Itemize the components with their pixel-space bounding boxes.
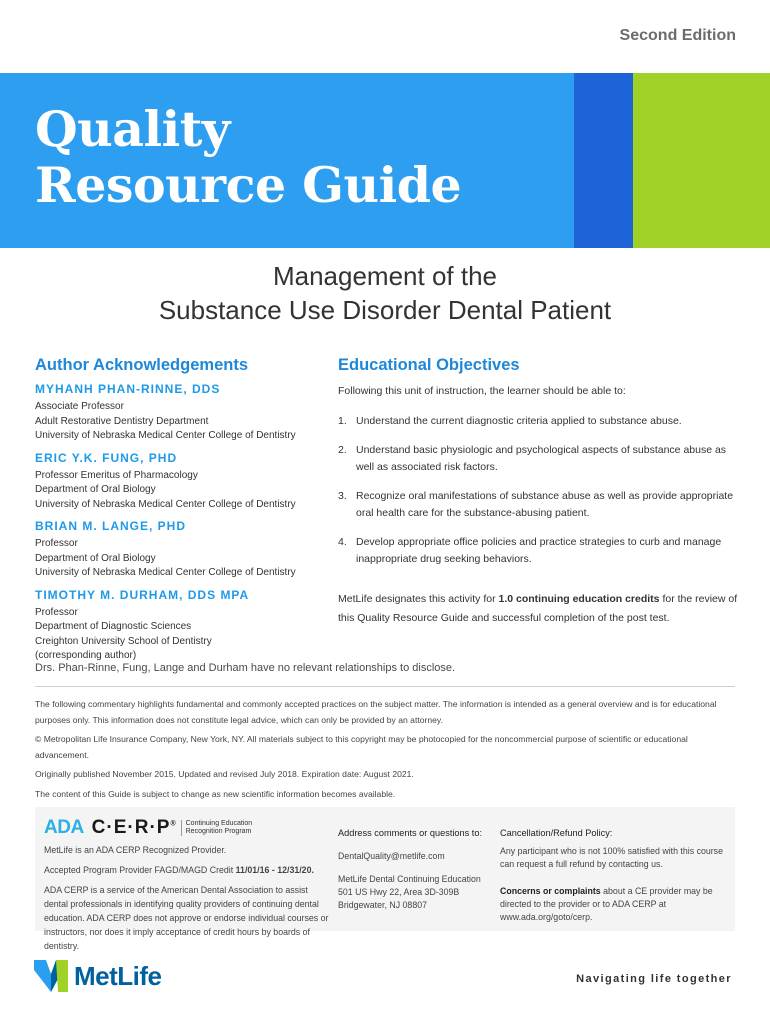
objectives-heading: Educational Objectives xyxy=(338,356,520,374)
objectives-intro: Following this unit of instruction, the learner should be able to: xyxy=(338,385,626,397)
change-notice: The content of this Guide is subject to change as new scientific information becomes available. xyxy=(35,788,396,799)
complaints-after: about a CE provider may be directed to the provider or to ADA CERP at www.ada.org/goto/cerp. xyxy=(500,886,713,922)
contact-heading: Address comments or questions to: xyxy=(338,828,483,838)
subtitle-line1: Management of the xyxy=(272,261,498,291)
banner-dark-blue-block xyxy=(574,73,633,248)
cerp-tag-line2: Recognition Program xyxy=(185,828,252,835)
banner-green-block xyxy=(633,73,770,248)
metlife-m-icon xyxy=(34,960,68,992)
ada-provider-note: MetLife is an ADA CERP Recognized Provider. xyxy=(44,845,227,855)
publication-dates: Originally published November 2015. Updated and revised July 2018. Expiration date: August 2021. xyxy=(35,769,414,779)
address-line: 501 US Hwy 22, Area 3D-309B xyxy=(338,887,460,897)
guide-title xyxy=(35,101,461,213)
author-line: Department of Oral Biology xyxy=(35,484,156,495)
objective-text: Understand the current diagnostic criteria applied to substance abuse. xyxy=(356,415,682,427)
disclaimer-paragraph: The following commentary highlights fundamental and commonly accepted practices on the subject matter. The information is intended as a general overview and is for educational purposes only. This information does not constitute legal advice, which can only be provided by an attorney. xyxy=(35,699,717,725)
author-acknowledgements xyxy=(35,356,335,671)
objective-number: 2. xyxy=(338,444,347,456)
cerp-letters: C·E·R·P xyxy=(91,817,171,838)
disclaimer-block xyxy=(35,697,725,806)
author-line: Department of Oral Biology xyxy=(35,552,156,564)
author-line: Professor xyxy=(35,606,78,618)
contact-info xyxy=(338,827,488,912)
author-name: BRIAN M. LANGE, PHD xyxy=(35,519,186,533)
address-line: MetLife Dental Continuing Education xyxy=(338,874,481,884)
objective-text: Understand basic physiologic and psychological aspects of substance abuse as well as associated risk factors. xyxy=(356,444,727,473)
ada-cerp-info xyxy=(44,843,329,959)
author-line: Department of Diagnostic Sciences xyxy=(35,621,192,632)
divider xyxy=(35,686,735,687)
ce-text-after: for the review of this Quality Resource Guide and successful completion of the post test. xyxy=(338,593,738,624)
author-affiliation xyxy=(35,469,335,513)
ada-logo-text: ADA xyxy=(44,817,84,838)
author-line: Associate Professor xyxy=(35,401,124,412)
author-line: Creighton University School of Dentistry xyxy=(35,635,212,647)
educational-objectives xyxy=(338,356,738,628)
edition-label: Second Edition xyxy=(619,27,736,44)
refund-policy xyxy=(500,827,725,938)
author-name: ERIC Y.K. FUNG, PHD xyxy=(35,450,178,465)
author-entry xyxy=(35,382,335,444)
objective-item xyxy=(338,413,738,430)
complaints-bold: Concerns or complaints xyxy=(500,886,601,896)
objective-number: 3. xyxy=(338,490,347,502)
objective-number: 4. xyxy=(338,536,347,548)
footer-tagline: Navigating life together xyxy=(576,973,732,985)
cerp-tag-line1: Continuing Education xyxy=(185,820,253,827)
refund-heading: Cancellation/Refund Policy: xyxy=(500,828,613,838)
cerp-tagline xyxy=(181,820,253,836)
objective-item xyxy=(338,442,738,476)
copyright-paragraph: © Metropolitan Life Insurance Company, New York, NY. All materials subject to this copyright may be photocopied for the noncommercial purpose of scientific or educational advancement. xyxy=(35,734,688,760)
guide-subtitle xyxy=(0,259,770,327)
author-line: (corresponding author) xyxy=(35,650,137,661)
agd-credit-note xyxy=(44,863,329,877)
ada-cerp-description: ADA CERP is a service of the American Dental Association to assist dental professionals in identifying quality providers of continuing dental education. ADA CERP does not approve or endorse individual courses or instructors, nor does it imply acceptance of credit hours by boards of dentistry. xyxy=(44,885,329,951)
author-affiliation xyxy=(35,400,335,444)
metlife-logo xyxy=(34,960,162,992)
author-line: University of Nebraska Medical Center College of Dentistry xyxy=(35,567,296,578)
disclosure-statement: Drs. Phan-Rinne, Fung, Lange and Durham have no relevant relationships to disclose. xyxy=(35,662,456,674)
objective-item xyxy=(338,488,738,522)
complaints-text xyxy=(500,885,725,924)
author-line: Professor xyxy=(35,538,78,549)
refund-text: Any participant who is not 100% satisfied with this course can request a full refund by contacting us. xyxy=(500,846,723,869)
objective-text: Develop appropriate office policies and practice strategies to curb and manage inappropriate drug seeking behaviors. xyxy=(356,536,722,565)
author-entry xyxy=(35,588,335,664)
ce-credits-bold: 1.0 continuing education credits xyxy=(498,593,660,605)
guide-title-line1: Quality xyxy=(35,100,230,158)
author-line: Professor Emeritus of Pharmacology xyxy=(35,469,198,481)
objective-text: Recognize oral manifestations of substance abuse as well as provide appropriate oral health care for the substance-abusing patient. xyxy=(356,490,734,519)
authors-heading: Author Acknowledgements xyxy=(35,356,248,374)
objective-item xyxy=(338,534,738,568)
ce-text-before: MetLife designates this activity for xyxy=(338,593,499,605)
guide-title-line2: Resource Guide xyxy=(35,156,462,214)
metlife-wordmark: MetLife xyxy=(74,960,162,991)
ce-credits-statement xyxy=(338,590,738,628)
ada-cerp-logo xyxy=(44,817,252,839)
mailing-address xyxy=(338,873,488,912)
author-line: University of Nebraska Medical Center College of Dentistry xyxy=(35,498,296,510)
agd-credit-dates: 11/01/16 - 12/31/20. xyxy=(235,865,314,875)
author-affiliation xyxy=(35,537,335,581)
registered-mark: ® xyxy=(170,820,177,828)
title-banner xyxy=(0,73,770,248)
agd-credit-text: Accepted Program Provider FAGD/MAGD Credit xyxy=(44,865,236,875)
author-line: University of Nebraska Medical Center College of Dentistry xyxy=(35,430,296,441)
objective-number: 1. xyxy=(338,415,347,427)
author-name: MYHANH PHAN-RINNE, DDS xyxy=(35,382,221,396)
author-entry xyxy=(35,519,335,581)
author-affiliation xyxy=(35,606,335,664)
author-line: Adult Restorative Dentistry Department xyxy=(35,415,209,427)
author-entry xyxy=(35,451,335,513)
subtitle-line2: Substance Use Disorder Dental Patient xyxy=(158,295,612,325)
address-line: Bridgewater, NJ 08807 xyxy=(338,900,427,910)
author-name: TIMOTHY M. DURHAM, DDS MPA xyxy=(35,587,250,602)
contact-email-link[interactable]: DentalQuality@metlife.com xyxy=(338,851,445,861)
cerp-logo-text xyxy=(92,817,177,839)
